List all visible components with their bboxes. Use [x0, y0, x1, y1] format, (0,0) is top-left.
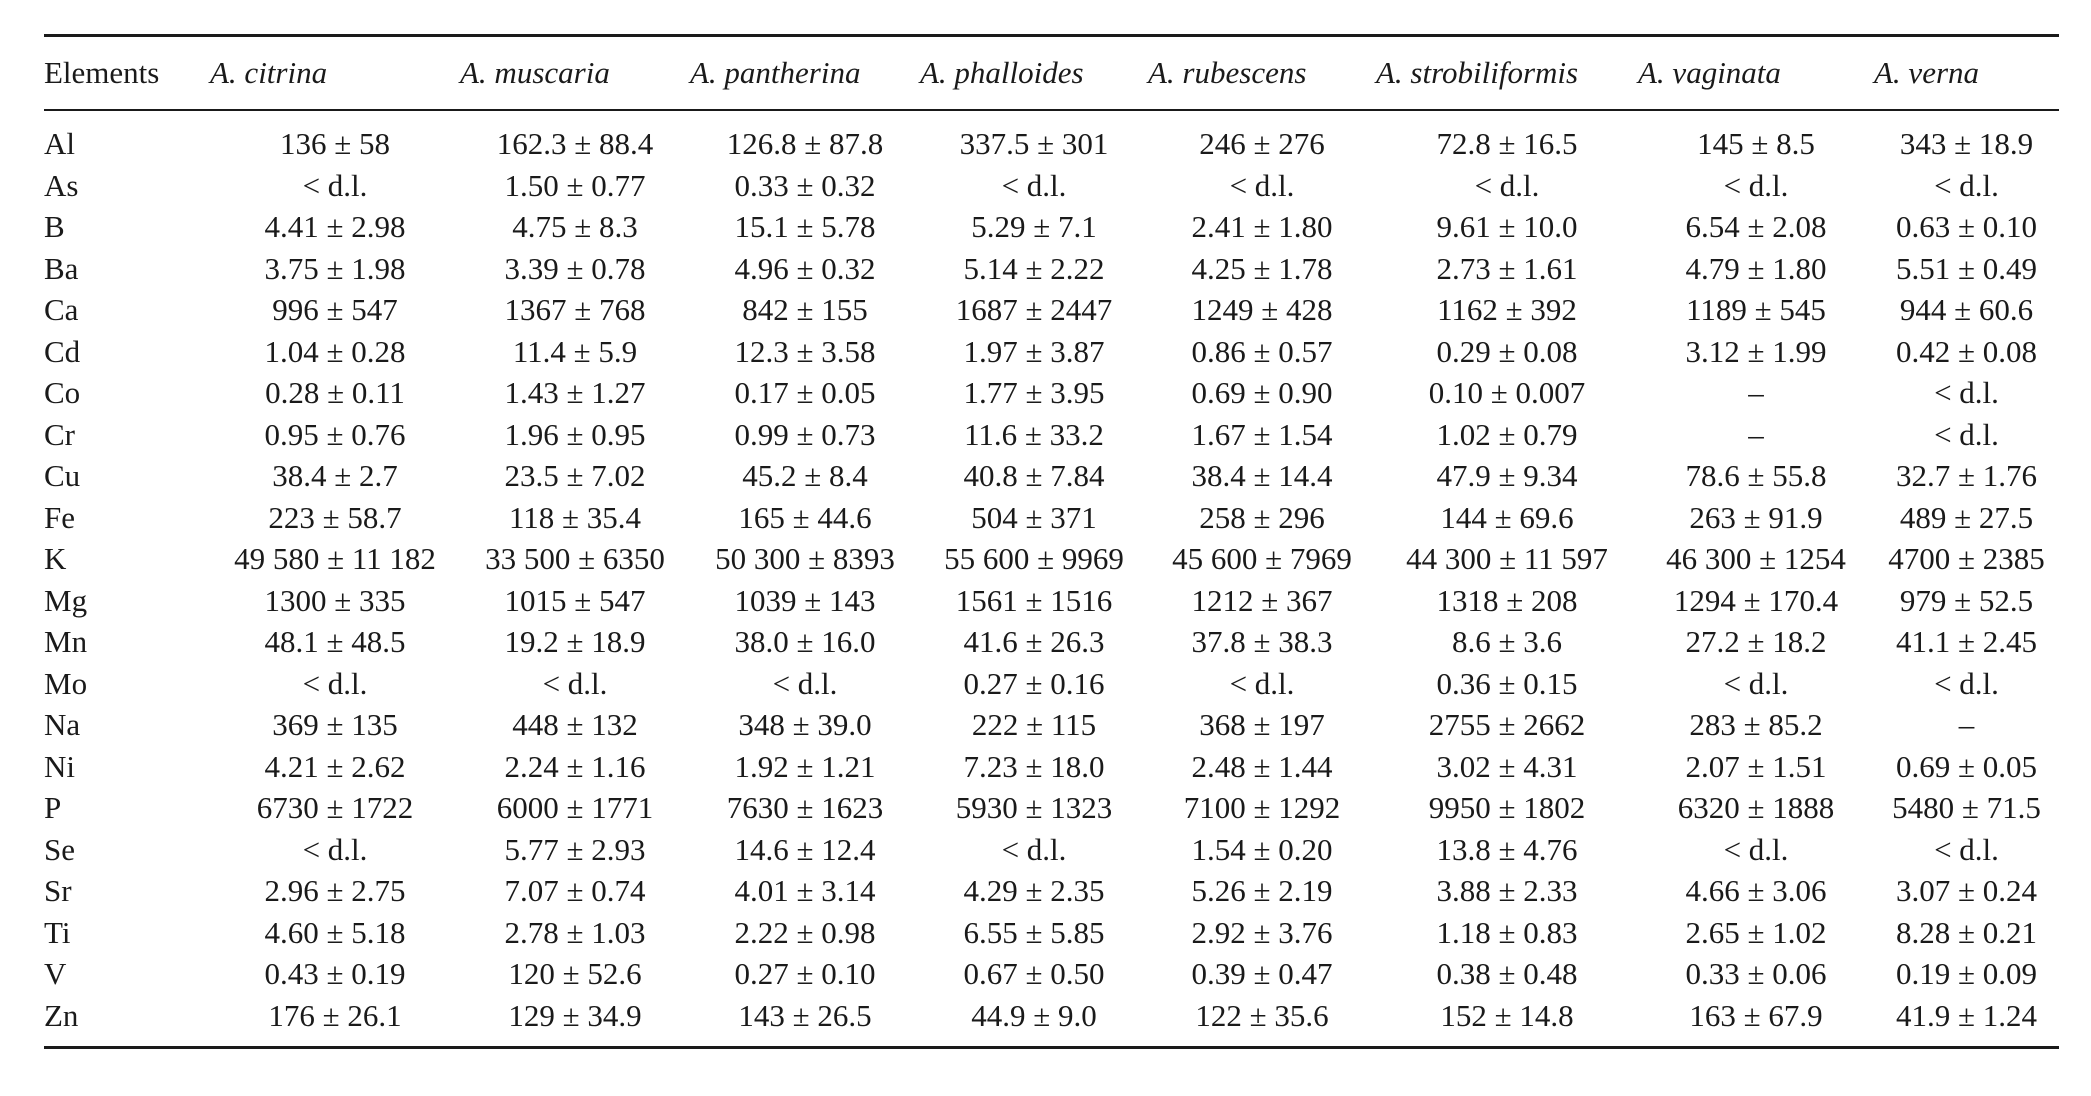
element-symbol-cell: P	[44, 790, 62, 825]
table-row	[44, 704, 2059, 746]
concentration-cell: 126.8 ± 87.8	[726, 126, 884, 161]
concentration-cell: 504 ± 371	[971, 499, 1097, 535]
concentration-cell: 38.4 ± 2.7	[272, 458, 398, 493]
concentration-cell: 223 ± 58.7	[268, 499, 402, 535]
concentration-cell: 1367 ± 768	[504, 292, 646, 327]
table-row	[44, 455, 2059, 497]
concentration-cell: 5480 ± 71.5	[1892, 790, 2041, 825]
concentration-cell: 44 300 ± 11 597	[1406, 541, 1608, 576]
element-symbol-cell: Ni	[44, 748, 75, 784]
concentration-cell: 33 500 ± 6350	[485, 541, 665, 576]
concentration-cell: 4.41 ± 2.98	[264, 209, 406, 244]
concentration-cell: 78.6 ± 55.8	[1685, 458, 1827, 493]
element-concentration-table	[44, 37, 2059, 109]
concentration-cell: 2.65 ± 1.02	[1685, 914, 1827, 950]
concentration-cell: 0.86 ± 0.57	[1191, 333, 1333, 369]
element-symbol-cell: Na	[44, 707, 81, 742]
concentration-cell: 0.27 ± 0.10	[734, 956, 876, 991]
concentration-cell: 5930 ± 1323	[955, 790, 1113, 825]
concentration-cell: 2.92 ± 3.76	[1191, 914, 1333, 950]
element-symbol-cell: As	[44, 167, 79, 203]
concentration-cell: 1.18 ± 0.83	[1436, 914, 1578, 950]
concentration-cell: 4.66 ± 3.06	[1685, 873, 1827, 908]
table-row	[44, 746, 2059, 788]
column-header-species: A. phalloides	[920, 55, 1084, 90]
table-row	[44, 206, 2059, 248]
concentration-cell: 0.43 ± 0.19	[264, 956, 406, 991]
concentration-cell: 1.92 ± 1.21	[734, 748, 876, 784]
concentration-cell: 2.24 ± 1.16	[504, 748, 646, 784]
concentration-cell: < d.l.	[1934, 416, 1999, 452]
concentration-cell: 4.79 ± 1.80	[1685, 250, 1827, 286]
concentration-cell: 163 ± 67.9	[1689, 997, 1823, 1033]
concentration-cell: 13.8 ± 4.76	[1436, 831, 1578, 867]
concentration-cell: 45.2 ± 8.4	[742, 458, 868, 493]
concentration-cell: 152 ± 14.8	[1440, 997, 1574, 1033]
concentration-cell: 19.2 ± 18.9	[504, 624, 646, 659]
concentration-cell: 15.1 ± 5.78	[734, 209, 876, 244]
table-row	[44, 663, 2059, 705]
concentration-cell: 258 ± 296	[1199, 499, 1325, 535]
concentration-cell: < d.l.	[1723, 831, 1789, 867]
concentration-cell: 122 ± 35.6	[1195, 997, 1329, 1033]
column-header-species: A. verna	[1874, 55, 1980, 90]
concentration-cell: 0.36 ± 0.15	[1436, 665, 1578, 701]
concentration-cell: 1300 ± 335	[264, 582, 406, 618]
element-symbol-cell: Mg	[44, 582, 88, 618]
concentration-cell: 0.28 ± 0.11	[265, 375, 405, 410]
concentration-cell: 144 ± 69.6	[1440, 499, 1574, 535]
concentration-cell: 1015 ± 547	[504, 582, 646, 618]
element-symbol-cell: Ca	[44, 292, 79, 327]
concentration-cell: 129 ± 34.9	[508, 997, 642, 1033]
concentration-cell: 5.26 ± 2.19	[1191, 873, 1333, 908]
concentration-cell: < d.l.	[1229, 665, 1295, 701]
concentration-cell: 2.73 ± 1.61	[1436, 250, 1578, 286]
concentration-cell: 222 ± 115	[971, 707, 1097, 742]
concentration-cell: 3.75 ± 1.98	[264, 250, 406, 286]
concentration-cell: 0.99 ± 0.73	[734, 416, 876, 452]
concentration-cell: 2.78 ± 1.03	[504, 914, 646, 950]
concentration-cell: < d.l.	[1474, 167, 1540, 203]
concentration-cell: 0.19 ± 0.09	[1895, 956, 2037, 991]
concentration-cell: 11.6 ± 33.2	[964, 416, 1104, 452]
concentration-cell: 37.8 ± 38.3	[1191, 624, 1333, 659]
concentration-cell: 3.88 ± 2.33	[1436, 873, 1578, 908]
concentration-cell: 1039 ± 143	[734, 582, 876, 618]
table-row	[44, 829, 2059, 871]
concentration-cell: –	[1748, 375, 1764, 410]
concentration-cell: 842 ± 155	[742, 292, 868, 327]
concentration-cell: 6730 ± 1722	[256, 790, 414, 825]
concentration-cell: 14.6 ± 12.4	[734, 831, 876, 867]
concentration-cell: 2.41 ± 1.80	[1191, 209, 1333, 244]
concentration-cell: 1.43 ± 1.27	[504, 375, 646, 410]
concentration-cell: 38.4 ± 14.4	[1191, 458, 1333, 493]
concentration-cell: 145 ± 8.5	[1697, 126, 1815, 161]
concentration-cell: 11.4 ± 5.9	[512, 333, 638, 369]
element-symbol-cell: Cr	[44, 416, 75, 452]
concentration-cell: 0.38 ± 0.48	[1436, 956, 1578, 991]
data-table-figure	[44, 34, 2059, 1049]
concentration-cell: –	[1748, 416, 1764, 452]
concentration-cell: 23.5 ± 7.02	[504, 458, 646, 493]
concentration-cell: 4.21 ± 2.62	[264, 748, 406, 784]
element-symbol-cell: Ti	[44, 914, 71, 950]
table-row	[44, 248, 2059, 290]
concentration-cell: 246 ± 276	[1199, 126, 1325, 161]
concentration-cell: 0.27 ± 0.16	[963, 665, 1105, 701]
column-header-species: A. citrina	[210, 55, 328, 90]
element-symbol-cell: Cd	[44, 333, 81, 369]
table-row	[44, 953, 2059, 995]
element-symbol-cell: Co	[44, 375, 81, 410]
concentration-cell: 3.02 ± 4.31	[1436, 748, 1578, 784]
concentration-cell: 2755 ± 2662	[1428, 707, 1586, 742]
concentration-cell: 9.61 ± 10.0	[1436, 209, 1578, 244]
column-header-species: A. muscaria	[460, 55, 610, 90]
table-row	[44, 111, 2059, 165]
concentration-cell: 1.54 ± 0.20	[1191, 831, 1333, 867]
concentration-cell: 1212 ± 367	[1191, 582, 1333, 618]
concentration-cell: 1294 ± 170.4	[1673, 582, 1839, 618]
table-row	[44, 331, 2059, 373]
column-header-elements: Elements	[44, 55, 160, 90]
element-symbol-cell: Se	[44, 831, 75, 867]
concentration-cell: 368 ± 197	[1199, 707, 1325, 742]
table-row	[44, 538, 2059, 580]
table-row	[44, 787, 2059, 829]
element-symbol-cell: Ba	[44, 250, 79, 286]
concentration-cell: 0.17 ± 0.05	[734, 375, 876, 410]
concentration-cell: 1.04 ± 0.28	[264, 333, 406, 369]
concentration-cell: 27.2 ± 18.2	[1685, 624, 1827, 659]
table-row	[44, 870, 2059, 912]
concentration-cell: 0.67 ± 0.50	[963, 956, 1105, 991]
element-symbol-cell: Sr	[44, 873, 72, 908]
concentration-cell: 1561 ± 1516	[955, 582, 1113, 618]
concentration-cell: 7100 ± 1292	[1183, 790, 1341, 825]
element-symbol-cell: Mo	[44, 665, 88, 701]
concentration-cell: 50 300 ± 8393	[715, 541, 895, 576]
concentration-cell: 136 ± 58	[279, 126, 390, 161]
concentration-cell: 32.7 ± 1.76	[1895, 458, 2037, 493]
concentration-cell: < d.l.	[772, 665, 838, 701]
concentration-cell: 0.10 ± 0.007	[1428, 375, 1586, 410]
concentration-cell: 343 ± 18.9	[1899, 126, 2034, 161]
concentration-cell: 0.42 ± 0.08	[1895, 333, 2037, 369]
concentration-cell: 4.25 ± 1.78	[1191, 250, 1333, 286]
concentration-cell: 1.96 ± 0.95	[504, 416, 646, 452]
element-symbol-cell: Cu	[44, 458, 81, 493]
concentration-cell: 7.23 ± 18.0	[963, 748, 1105, 784]
concentration-cell: 337.5 ± 301	[959, 126, 1109, 161]
concentration-cell: 0.69 ± 0.90	[1191, 375, 1333, 410]
concentration-cell: 41.1 ± 2.45	[1895, 624, 2037, 659]
concentration-cell: < d.l.	[542, 665, 608, 701]
table-row	[44, 621, 2059, 663]
concentration-cell: < d.l.	[1001, 167, 1067, 203]
concentration-cell: 1.97 ± 3.87	[963, 333, 1105, 369]
concentration-cell: 7.07 ± 0.74	[504, 873, 646, 908]
concentration-cell: 48.1 ± 48.5	[264, 624, 406, 659]
concentration-cell: 1687 ± 2447	[955, 292, 1113, 327]
concentration-cell: 162.3 ± 88.4	[496, 126, 654, 161]
concentration-cell: 4.01 ± 3.14	[734, 873, 876, 908]
element-symbol-cell: Mn	[44, 624, 88, 659]
concentration-cell: 176 ± 26.1	[268, 997, 402, 1033]
table-row	[44, 289, 2059, 331]
column-header-species: A. vaginata	[1638, 55, 1781, 90]
concentration-cell: 4700 ± 2385	[1888, 541, 2045, 576]
concentration-cell: 0.95 ± 0.76	[264, 416, 406, 452]
concentration-cell: 44.9 ± 9.0	[971, 997, 1097, 1033]
concentration-cell: 944 ± 60.6	[1899, 292, 2034, 327]
concentration-cell: 6320 ± 1888	[1677, 790, 1835, 825]
concentration-cell: 0.33 ± 0.32	[734, 167, 876, 203]
element-symbol-cell: Zn	[44, 997, 79, 1033]
concentration-cell: 1.77 ± 3.95	[963, 375, 1105, 410]
concentration-cell: < d.l.	[302, 167, 368, 203]
concentration-cell: < d.l.	[1934, 831, 1999, 867]
element-symbol-cell: Al	[44, 126, 75, 161]
concentration-cell: 8.6 ± 3.6	[1451, 624, 1562, 659]
concentration-cell: 40.8 ± 7.84	[963, 458, 1105, 493]
concentration-cell: < d.l.	[1723, 665, 1789, 701]
concentration-cell: < d.l.	[302, 665, 368, 701]
concentration-cell: 47.9 ± 9.34	[1436, 458, 1578, 493]
concentration-cell: 72.8 ± 16.5	[1436, 126, 1578, 161]
concentration-cell: 348 ± 39.0	[738, 707, 872, 742]
concentration-cell: 118 ± 35.4	[508, 499, 642, 535]
concentration-cell: 41.9 ± 1.24	[1895, 997, 2037, 1033]
concentration-cell: 1249 ± 428	[1191, 292, 1333, 327]
concentration-cell: < d.l.	[1934, 167, 1999, 203]
concentration-cell: 369 ± 135	[272, 707, 398, 742]
concentration-cell: 165 ± 44.6	[738, 499, 872, 535]
concentration-cell: 12.3 ± 3.58	[734, 333, 876, 369]
concentration-cell: 3.39 ± 0.78	[504, 250, 646, 286]
concentration-cell: < d.l.	[302, 831, 368, 867]
table-row	[44, 372, 2059, 414]
concentration-cell: 6.54 ± 2.08	[1685, 209, 1827, 244]
concentration-cell: 979 ± 52.5	[1899, 582, 2034, 618]
concentration-cell: 4.60 ± 5.18	[264, 914, 406, 950]
concentration-cell: 1.50 ± 0.77	[504, 167, 646, 203]
concentration-cell: 489 ± 27.5	[1899, 499, 2034, 535]
concentration-cell: 1.67 ± 1.54	[1191, 416, 1333, 452]
concentration-cell: 0.29 ± 0.08	[1436, 333, 1578, 369]
concentration-cell: 3.07 ± 0.24	[1895, 873, 2037, 908]
element-symbol-cell: V	[44, 956, 67, 991]
concentration-cell: 38.0 ± 16.0	[734, 624, 876, 659]
concentration-cell: 5.14 ± 2.22	[963, 250, 1105, 286]
concentration-cell: 45 600 ± 7969	[1172, 541, 1352, 576]
concentration-cell: 143 ± 26.5	[738, 997, 872, 1033]
concentration-cell: 263 ± 91.9	[1689, 499, 1823, 535]
concentration-cell: 8.28 ± 0.21	[1895, 914, 2037, 950]
column-header-species: A. rubescens	[1148, 55, 1307, 90]
concentration-cell: 448 ± 132	[512, 707, 638, 742]
concentration-cell: 2.48 ± 1.44	[1191, 748, 1333, 784]
concentration-cell: 55 600 ± 9969	[944, 541, 1124, 576]
concentration-cell: 4.75 ± 8.3	[512, 209, 638, 244]
concentration-cell: 5.29 ± 7.1	[971, 209, 1097, 244]
table-row	[44, 995, 2059, 1047]
element-symbol-cell: B	[44, 209, 65, 244]
concentration-cell: 996 ± 547	[272, 292, 398, 327]
concentration-cell: 3.12 ± 1.99	[1685, 333, 1827, 369]
concentration-cell: 49 580 ± 11 182	[234, 541, 436, 576]
concentration-cell: 6.55 ± 5.85	[963, 914, 1105, 950]
table-row	[44, 414, 2059, 456]
table-header-row	[44, 37, 2059, 109]
concentration-cell: –	[1958, 707, 1975, 742]
concentration-cell: 9950 ± 1802	[1428, 790, 1586, 825]
concentration-cell: 1189 ± 545	[1686, 292, 1826, 327]
column-header-species: A. pantherina	[690, 55, 861, 90]
concentration-cell: 2.96 ± 2.75	[264, 873, 406, 908]
concentration-cell: 7630 ± 1623	[726, 790, 884, 825]
column-header-species: A. strobiliformis	[1376, 55, 1579, 90]
table-row	[44, 580, 2059, 622]
element-concentration-table-body	[44, 111, 2059, 1046]
concentration-cell: 5.51 ± 0.49	[1895, 250, 2037, 286]
concentration-cell: 0.33 ± 0.06	[1685, 956, 1827, 991]
concentration-cell: < d.l.	[1934, 375, 1999, 410]
concentration-cell: 46 300 ± 1254	[1666, 541, 1846, 576]
concentration-cell: 2.07 ± 1.51	[1685, 748, 1827, 784]
concentration-cell: 1.02 ± 0.79	[1436, 416, 1578, 452]
concentration-cell: < d.l.	[1229, 167, 1295, 203]
concentration-cell: 0.69 ± 0.05	[1895, 748, 2037, 784]
concentration-cell: < d.l.	[1723, 167, 1789, 203]
concentration-cell: < d.l.	[1934, 665, 1999, 701]
concentration-cell: 283 ± 85.2	[1689, 707, 1823, 742]
concentration-cell: 2.22 ± 0.98	[734, 914, 876, 950]
element-symbol-cell: Fe	[44, 499, 75, 535]
concentration-cell: 1318 ± 208	[1436, 582, 1578, 618]
concentration-cell: 0.39 ± 0.47	[1191, 956, 1333, 991]
concentration-cell: 120 ± 52.6	[508, 956, 642, 991]
concentration-cell: 4.96 ± 0.32	[734, 250, 876, 286]
concentration-cell: 1162 ± 392	[1437, 292, 1577, 327]
concentration-cell: < d.l.	[1001, 831, 1067, 867]
concentration-cell: 6000 ± 1771	[496, 790, 654, 825]
bottom-rule	[44, 1046, 2059, 1049]
concentration-cell: 4.29 ± 2.35	[963, 873, 1105, 908]
concentration-cell: 0.63 ± 0.10	[1895, 209, 2037, 244]
table-row	[44, 912, 2059, 954]
concentration-cell: 5.77 ± 2.93	[504, 831, 646, 867]
table-row	[44, 497, 2059, 539]
table-row	[44, 165, 2059, 207]
concentration-cell: 41.6 ± 26.3	[963, 624, 1105, 659]
element-symbol-cell: K	[44, 541, 67, 576]
